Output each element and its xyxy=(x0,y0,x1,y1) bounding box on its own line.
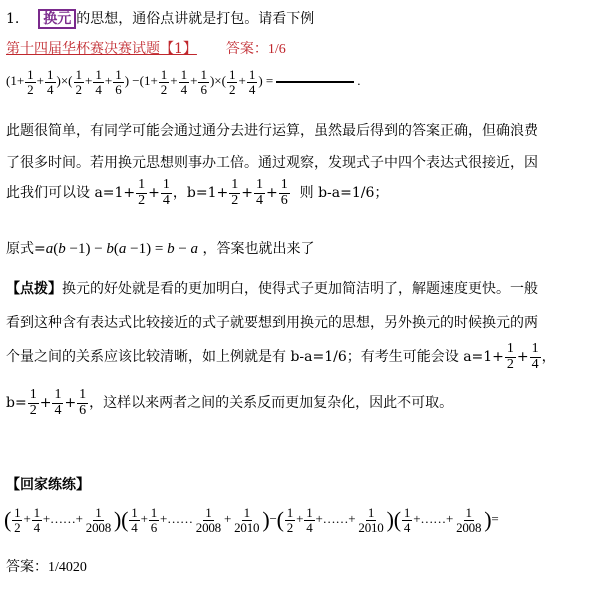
frac: $\frac{1}{4}$ xyxy=(403,505,411,535)
frac: $\frac{1}{2010}$ xyxy=(234,505,260,535)
frac: $\frac{1}{2008}$ xyxy=(456,505,482,535)
frac: $\frac{1}{2}$ xyxy=(228,67,236,97)
tip-line2: 看到这种含有表达式比较接近的式子就要想到用换元的思想，另外换元的时候换元的两 xyxy=(6,315,538,331)
title-rest: 的思想，通俗点讲就是打包。请看下例 xyxy=(76,11,315,27)
frac: $\frac{1}{6}$ xyxy=(280,177,288,208)
frac: $\frac{1}{2}$ xyxy=(160,67,168,97)
frac: $\frac{1}{2010}$ xyxy=(358,505,384,535)
frac: $\frac{1}{6}$ xyxy=(79,387,87,418)
item-number: 1. xyxy=(6,11,20,27)
frac: $\frac{1}{4}$ xyxy=(248,67,256,97)
frac: $\frac{1}{2}$ xyxy=(506,341,514,372)
frac: $\frac{1}{2008}$ xyxy=(195,505,221,535)
tip-line1: 【点拨】换元的好处就是看的更加明白，使得式子更加简洁明了，解题速度更快。一般 xyxy=(6,281,538,297)
frac: $\frac{1}{4}$ xyxy=(95,67,102,97)
keyword-box: 换元 xyxy=(38,9,76,29)
frac: $\frac{1}{4}$ xyxy=(47,67,54,97)
frac: $\frac{1}{6}$ xyxy=(150,505,158,535)
homework-answer: 答案：1/4020 xyxy=(6,559,87,575)
frac: $\frac{1}{4}$ xyxy=(33,505,40,535)
frac: $\frac{1}{2}$ xyxy=(75,67,83,97)
tip-label: 【点拨】 xyxy=(6,281,62,297)
problem-expression: (1+ $\frac{1}{2}$ + $\frac{1}{4}$ )×( $\frac{1}{2}$ + $\frac{1}{4}$ + $\frac{1}{6}$ ) −(1+ $\frac{1}{2}$ + $\frac{1}{4}$ + $\frac{1}{6}$ )×( $\frac{1}{2}$ + $\frac{1}{4}$ ) = . xyxy=(6,67,361,97)
para1-line1: 此题很简单，有同学可能会通过通分去进行运算，虽然最后得到的答案正确，但确浪费 xyxy=(6,123,538,139)
frac: $\frac{1}{4}$ xyxy=(54,387,62,418)
frac: $\frac{1}{6}$ xyxy=(115,67,122,97)
frac: $\frac{1}{6}$ xyxy=(200,67,207,97)
homework-label: 【回家练练】 xyxy=(6,477,90,493)
frac: $\frac{1}{4}$ xyxy=(531,341,539,372)
tip-line3: 个量之间的关系应该比较清晰，如上例就是有 b-a=1/6；有考生可能会设 a=1+ $\frac{1}{2}$ + $\frac{1}{4}$ ， xyxy=(6,341,556,372)
source-line xyxy=(6,38,286,58)
frac: $\frac{1}{2008}$ xyxy=(85,505,111,535)
source-label: 第十四届华杯赛决赛试题【1】 xyxy=(6,41,197,57)
para1-line2: 了很多时间。若用换元思想则事办工倍。通过观察，发现式子中四个表达式很接近，因 xyxy=(6,155,538,171)
frac: $\frac{1}{2}$ xyxy=(286,505,294,535)
frac: $\frac{1}{4}$ xyxy=(255,177,263,208)
frac: $\frac{1}{4}$ xyxy=(162,177,170,208)
frac: $\frac{1}{4}$ xyxy=(131,505,138,535)
para1-line3: 此我们可以设 a=1+ $\frac{1}{2}$ + $\frac{1}{4}$ ，b=1+ $\frac{1}{2}$ + $\frac{1}{4}$ + $\frac{1}{6}$ 则 b-a=1/6； xyxy=(6,177,389,208)
frac: $\frac{1}{2}$ xyxy=(14,505,21,535)
answer-blank xyxy=(276,81,354,83)
frac: $\frac{1}{2}$ xyxy=(138,177,146,208)
answer-label: 答案： xyxy=(225,41,268,57)
frac: $\frac{1}{4}$ xyxy=(306,505,313,535)
result-line: 原式=a(b −1) − b(a −1) = b − a ，答案也就出来了 xyxy=(6,241,315,257)
homework-expression: ( $\frac{1}{2}$ + $\frac{1}{4}$ +……+ $\frac{1}{2008}$ )( $\frac{1}{4}$ + $\frac{1}{6}$ +…… $\frac{1}{2008}$ + $\frac{1}{2010}$ )−( $\frac{1}{2}$ + $\frac{1}{4}$ +……+ $\frac{1}{2010}$ )( $\frac{1}{4}$ +……+ $\frac{1}{2008}$ )= xyxy=(4,505,499,535)
item-title-line xyxy=(6,8,314,28)
frac: $\frac{1}{4}$ xyxy=(180,67,188,97)
answer-value: 1/6 xyxy=(267,42,286,57)
frac: $\frac{1}{2}$ xyxy=(27,67,34,97)
tip-line4: b= $\frac{1}{2}$ + $\frac{1}{4}$ + $\frac{1}{6}$ ，这样以来两者之间的关系反而更加复杂化，因此不可取。 xyxy=(6,387,454,418)
frac: $\frac{1}{2}$ xyxy=(231,177,239,208)
frac: $\frac{1}{2}$ xyxy=(29,387,37,418)
